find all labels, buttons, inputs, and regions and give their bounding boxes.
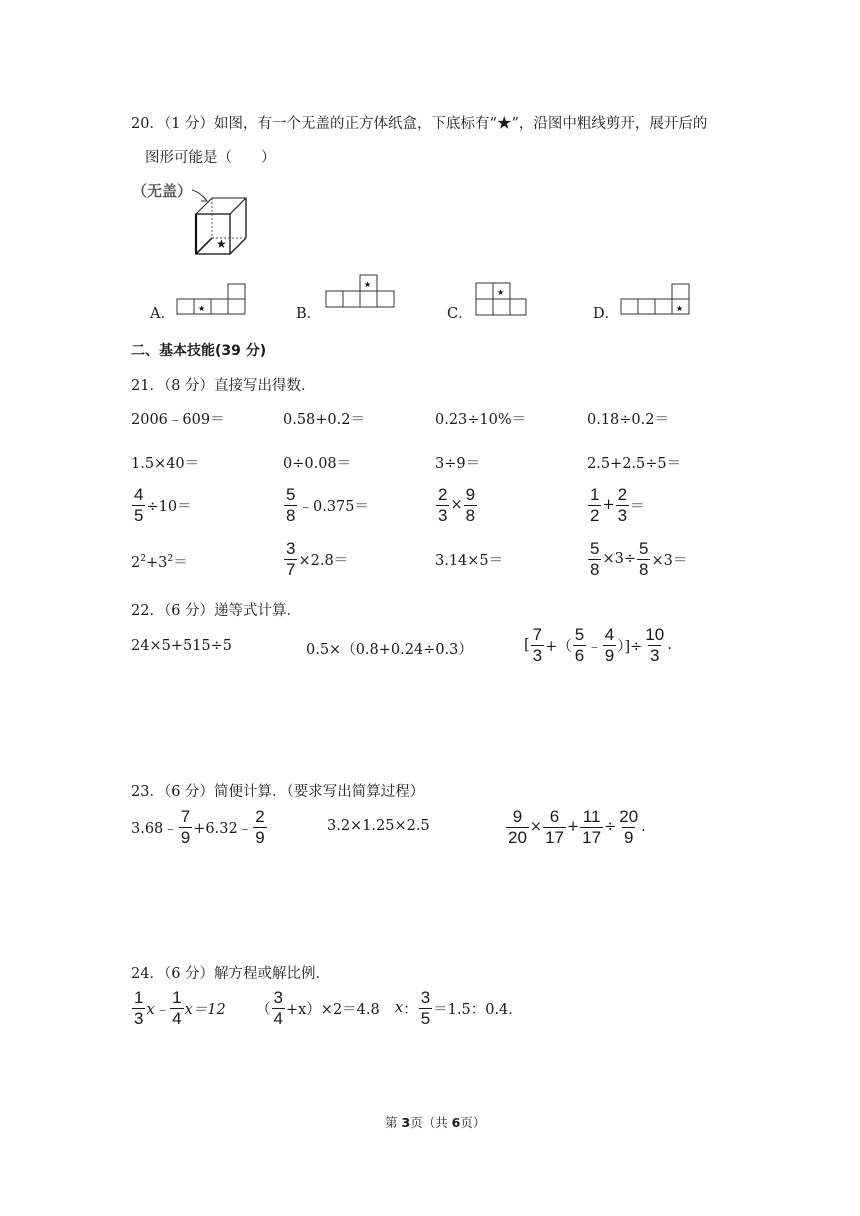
q22-e1: 24×5+515÷5 xyxy=(131,638,233,654)
q24-e2: （ $\frac{3}{4}$ +x）×2＝4.8 xyxy=(256,988,380,1028)
fraction: $\frac{10}{3}$ xyxy=(645,625,665,665)
page-footer: 第 3页（共 6页） xyxy=(385,1115,486,1130)
q21-r3-d: $\frac{1}{2}$ + $\frac{2}{3}$ ＝ xyxy=(590,485,645,525)
section-title: 二、基本技能(39 分) xyxy=(131,343,267,359)
fraction: $\frac{2}{9}$ xyxy=(255,807,265,847)
svg-text:★: ★ xyxy=(198,304,206,313)
option-a-net xyxy=(176,283,246,315)
q23-e1: 3.68﹣ $\frac{7}{9}$ +6.32﹣ $\frac{2}{9}$ xyxy=(131,807,265,847)
q22-e3: [ $\frac{7}{3}$ +（ $\frac{5}{6}$ ﹣ $\frac{4}{9}$ ）]÷ $\frac{10}{3}$ . xyxy=(524,625,672,665)
q23-e2: 3.2×1.25×2.5 xyxy=(327,818,430,834)
fraction: $\frac{3}{5}$ xyxy=(420,988,431,1028)
fraction: $\frac{2}{3}$ xyxy=(438,485,448,525)
fraction: $\frac{1}{2}$ xyxy=(590,485,600,525)
q21-r3-c: $\frac{2}{3}$ × $\frac{9}{8}$ xyxy=(438,485,476,525)
fraction: $\frac{4}{5}$ xyxy=(134,485,144,525)
q21-r2-d: 2.5+2.5÷5＝ xyxy=(587,456,682,472)
fraction: $\frac{3}{7}$ xyxy=(286,539,296,579)
q21-r4-a: $2^2+3^2=$ xyxy=(131,554,188,571)
option-d-net xyxy=(620,283,690,315)
fraction: $\frac{4}{9}$ xyxy=(604,625,615,665)
q21-r1-b: 0.58+0.2＝ xyxy=(283,412,365,428)
q21-r2-a: 1.5×40＝ xyxy=(131,456,200,472)
fraction: $\frac{1}{4}$ xyxy=(172,988,182,1028)
fraction: $\frac{11}{17}$ xyxy=(582,807,602,847)
svg-text:★: ★ xyxy=(497,288,505,297)
cube-label-no-lid: （无盖） xyxy=(132,182,193,200)
q20-line2: 图形可能是（ ） xyxy=(145,150,276,166)
q24-e1: $\frac{1}{3}$ x﹣ $\frac{1}{4}$ x＝12 xyxy=(134,988,226,1028)
q21-r4-c: 3.14×5＝ xyxy=(435,553,504,569)
q21-r1-c: 0.23÷10%＝ xyxy=(435,412,527,428)
fraction: $\frac{6}{17}$ xyxy=(545,807,564,847)
fraction: $\frac{9}{20}$ xyxy=(508,807,527,847)
option-d-label: D． xyxy=(593,306,620,322)
fraction: $\frac{2}{3}$ xyxy=(617,485,628,525)
q22-e2: 0.5×（0.8+0.24÷0.3） xyxy=(306,642,473,658)
q21-r3-a: $\frac{4}{5}$ ÷10＝ xyxy=(134,485,192,525)
option-b-label: B． xyxy=(296,306,322,322)
q20-line1: 20．（1 分）如图，有一个无盖的正方体纸盒，下底标有“★”，沿图中粗线剪开，展开后的 xyxy=(131,116,708,132)
option-a-label: A． xyxy=(150,306,175,322)
q24-e3: x ： $\frac{3}{5}$ ＝1.5：0.4． xyxy=(395,988,523,1028)
q22-title: 22．（6 分）递等式计算． xyxy=(131,603,302,619)
open-cube-figure xyxy=(170,190,250,260)
option-c-net xyxy=(475,282,527,316)
q21-r3-b: $\frac{5}{8}$ ﹣0.375＝ xyxy=(286,485,369,525)
svg-text:★: ★ xyxy=(216,237,227,251)
fraction: $\frac{1}{3}$ xyxy=(134,988,144,1028)
option-b-net xyxy=(325,274,395,310)
fraction: $\frac{5}{6}$ xyxy=(574,625,585,665)
q23-e3: $\frac{9}{20}$ × $\frac{6}{17}$ + $\frac{11}{17}$ ÷ $\frac{20}{9}$ . xyxy=(508,807,646,847)
q23-title: 23．（6 分）简便计算．（要求写出简算过程） xyxy=(131,784,425,800)
svg-text:★: ★ xyxy=(676,304,684,313)
fraction: $\frac{3}{4}$ xyxy=(273,988,283,1028)
fraction: $\frac{5}{8}$ xyxy=(286,485,296,525)
q21-r4-d: $\frac{5}{8}$ ×3÷ $\frac{5}{8}$ ×3＝ xyxy=(590,539,688,579)
fraction: $\frac{5}{8}$ xyxy=(590,539,600,579)
fraction: $\frac{9}{8}$ xyxy=(465,485,476,525)
q21-title: 21．（8 分）直接写出得数． xyxy=(131,378,316,394)
q24-title: 24．（6 分）解方程或解比例． xyxy=(131,966,331,982)
q21-r4-b: $\frac{3}{7}$ ×2.8＝ xyxy=(286,539,349,579)
q21-r2-c: 3÷9＝ xyxy=(435,456,481,472)
option-c-label: C． xyxy=(447,306,473,322)
fraction: $\frac{20}{9}$ xyxy=(619,807,639,847)
svg-text:★: ★ xyxy=(364,280,372,289)
q21-r1-d: 0.18÷0.2＝ xyxy=(587,412,669,428)
fraction: $\frac{5}{8}$ xyxy=(639,539,649,579)
q21-r1-a: 2006﹣609＝ xyxy=(131,412,225,428)
fraction: $\frac{7}{3}$ xyxy=(532,625,543,665)
fraction: $\frac{7}{9}$ xyxy=(180,807,191,847)
q21-r2-b: 0÷0.08＝ xyxy=(283,456,352,472)
